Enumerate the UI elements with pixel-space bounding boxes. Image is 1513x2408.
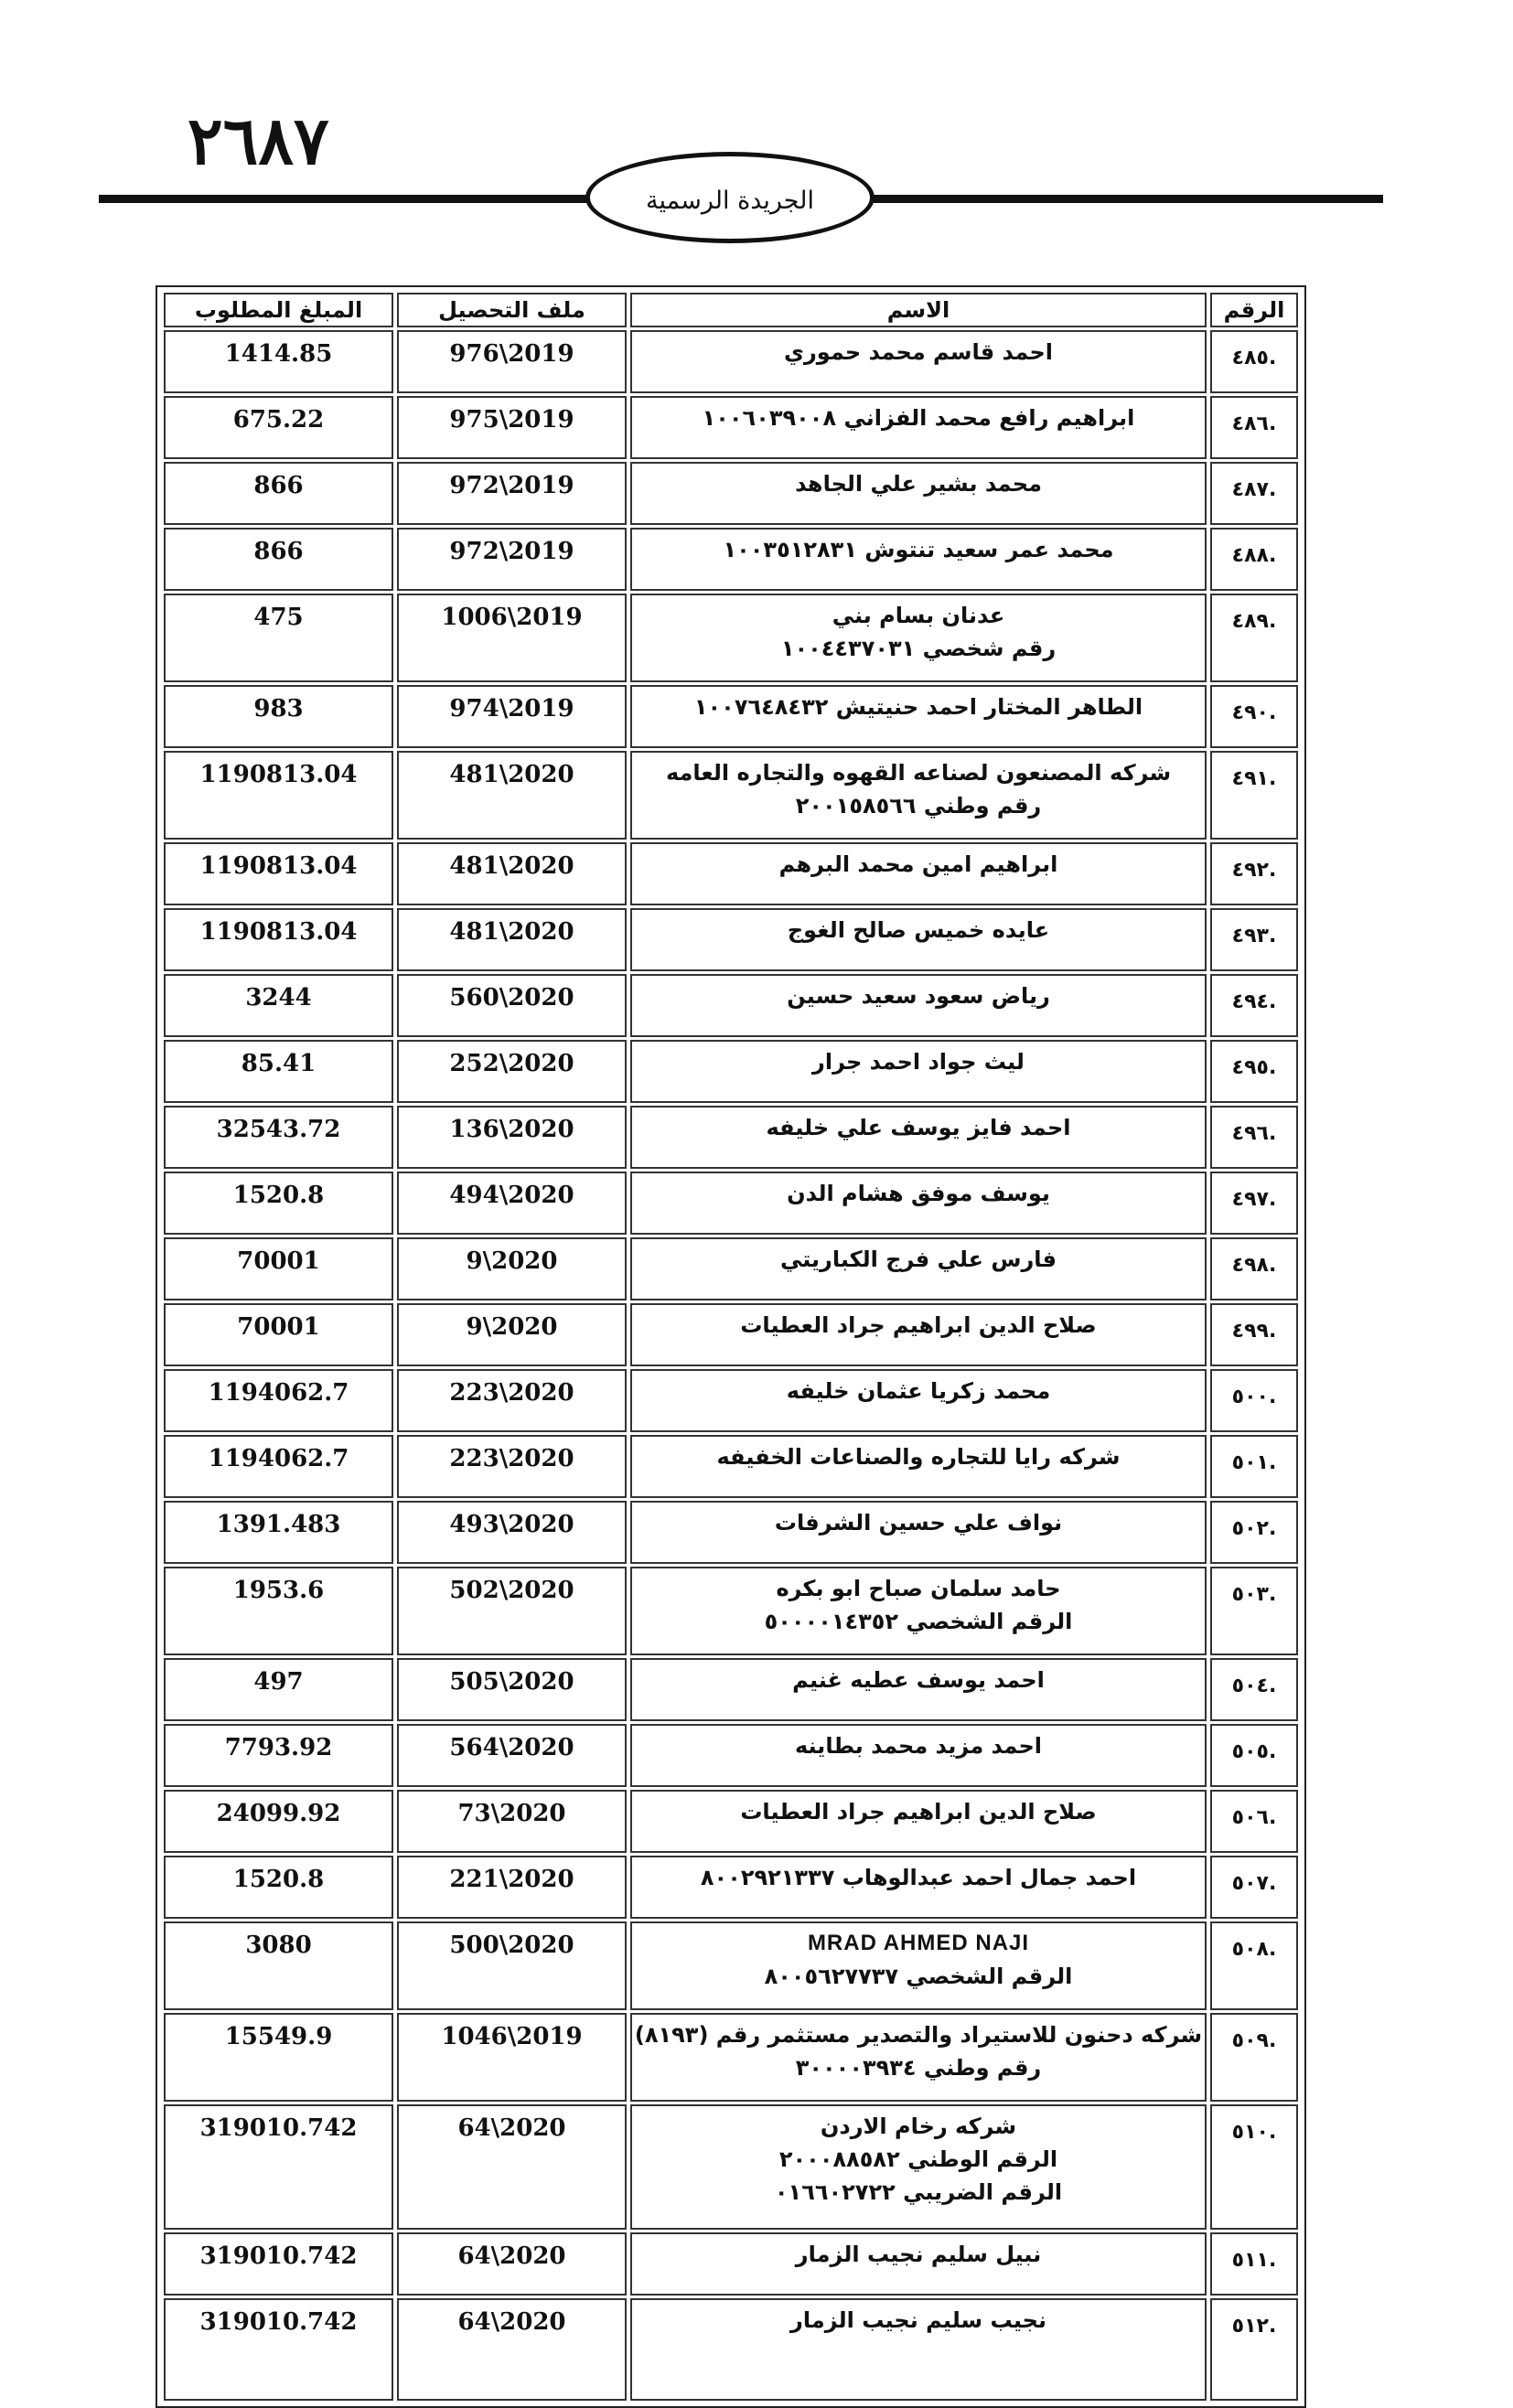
row-number: .٤٩٧ — [1210, 1172, 1298, 1235]
row-name-line: احمد قاسم محمد حموري — [783, 339, 1054, 365]
table-row — [164, 1724, 1298, 1787]
row-file: 223\2020 — [397, 1369, 627, 1432]
row-name — [630, 2104, 1207, 2230]
row-name — [630, 396, 1207, 459]
row-amount: 675.22 — [164, 396, 393, 459]
table-row — [164, 2104, 1298, 2230]
row-name-line: رقم وطني ٣٠٠٠٠٣٩٣٤ — [795, 2055, 1042, 2081]
row-file: 9\2020 — [397, 1237, 627, 1300]
row-number: .٥٠٥ — [1210, 1724, 1298, 1787]
row-number: .٤٩٨ — [1210, 1237, 1298, 1300]
header-oval — [585, 152, 875, 243]
table-row — [164, 2013, 1298, 2102]
row-name-line: احمد جمال احمد عبدالوهاب ٨٠٠٢٩٢١٣٣٧ — [700, 1865, 1137, 1890]
row-number: .٥١٢ — [1210, 2298, 1298, 2401]
row-amount: 319010.742 — [164, 2298, 393, 2401]
table-row — [164, 842, 1298, 905]
row-name-line: فارس علي فرج الكباريتي — [779, 1247, 1057, 1272]
table-row — [164, 2232, 1298, 2296]
header-amount: المبلغ المطلوب — [164, 293, 393, 327]
row-file: 481\2020 — [397, 842, 627, 905]
page-number: ٢٦٨٧ — [188, 102, 329, 179]
row-name-line: شركه المصنعون لصناعه القهوه والتجاره العامه — [665, 760, 1172, 786]
row-name-line: يوسف موفق هشام الدن — [787, 1181, 1050, 1206]
row-file: 972\2019 — [397, 462, 627, 525]
row-amount: 866 — [164, 528, 393, 591]
row-amount: 319010.742 — [164, 2104, 393, 2230]
row-number: .٤٩٩ — [1210, 1303, 1298, 1366]
row-name-line: ليث جواد احمد جرار — [812, 1049, 1025, 1075]
row-name — [630, 842, 1207, 905]
row-number: .٤٩٥ — [1210, 1040, 1298, 1103]
table-row — [164, 2298, 1298, 2401]
row-number: .٤٩٣ — [1210, 908, 1298, 971]
row-file: 502\2020 — [397, 1567, 627, 1655]
row-name-line: الطاهر المختار احمد حنيتيش ١٠٠٧٦٤٨٤٣٢ — [693, 694, 1143, 720]
row-amount: 3244 — [164, 974, 393, 1037]
row-name-line: محمد زكريا عثمان خليفه — [786, 1378, 1051, 1404]
row-amount: 70001 — [164, 1237, 393, 1300]
row-name — [630, 1106, 1207, 1169]
row-name-line: نبيل سليم نجيب الزمار — [795, 2242, 1042, 2267]
table-row — [164, 1921, 1298, 2010]
row-number: .٤٨٦ — [1210, 396, 1298, 459]
row-number: .٥٠١ — [1210, 1435, 1298, 1498]
row-number: .٥٠٢ — [1210, 1501, 1298, 1564]
row-number: .٤٨٧ — [1210, 462, 1298, 525]
row-amount: 1953.6 — [164, 1567, 393, 1655]
row-amount: 1190813.04 — [164, 751, 393, 840]
row-name — [630, 330, 1207, 393]
table-row — [164, 1172, 1298, 1235]
row-number: .٤٨٩ — [1210, 594, 1298, 682]
row-amount: 32543.72 — [164, 1106, 393, 1169]
table-body — [164, 330, 1298, 2401]
row-amount: 1194062.7 — [164, 1435, 393, 1498]
row-name — [630, 1501, 1207, 1564]
table-row — [164, 1237, 1298, 1300]
row-name — [630, 1856, 1207, 1919]
row-number: .٤٩٠ — [1210, 685, 1298, 748]
row-name-line: الرقم الضريبي ٠١٦٦٠٢٧٢٢ — [774, 2179, 1063, 2205]
row-name — [630, 528, 1207, 591]
row-name-line: الرقم الوطني ٢٠٠٠٨٨٥٨٢ — [778, 2146, 1058, 2172]
row-number: .٤٩١ — [1210, 751, 1298, 840]
row-name — [630, 751, 1207, 840]
row-file: 494\2020 — [397, 1172, 627, 1235]
row-name — [630, 1435, 1207, 1498]
row-number: .٤٨٥ — [1210, 330, 1298, 393]
row-name — [630, 2298, 1207, 2401]
table-header-row — [164, 293, 1298, 327]
row-name-line: حامد سلمان صباح ابو بكره — [776, 1576, 1061, 1601]
row-number: .٥٠٩ — [1210, 2013, 1298, 2102]
row-file: 64\2020 — [397, 2232, 627, 2296]
row-file: 493\2020 — [397, 1501, 627, 1564]
row-file: 136\2020 — [397, 1106, 627, 1169]
row-amount: 1190813.04 — [164, 908, 393, 971]
row-name-line: الرقم الشخصي ٥٠٠٠٠١٤٣٥٢ — [764, 1609, 1073, 1634]
table-row — [164, 396, 1298, 459]
row-name — [630, 1172, 1207, 1235]
row-file: 252\2020 — [397, 1040, 627, 1103]
table-row — [164, 974, 1298, 1037]
row-name-line: صلاح الدين ابراهيم جراد العطيات — [740, 1312, 1097, 1338]
table-row — [164, 1369, 1298, 1432]
row-file: 64\2020 — [397, 2298, 627, 2401]
row-name-line: رقم وطني ٢٠٠١٥٨٥٦٦ — [795, 793, 1042, 819]
table-row — [164, 685, 1298, 748]
row-amount: 475 — [164, 594, 393, 682]
row-name-line: شركه رايا للتجاره والصناعات الخفيفه — [716, 1444, 1121, 1470]
table-row — [164, 1501, 1298, 1564]
gazette-title: الجريدة الرسمية — [646, 186, 814, 215]
row-number: .٥٠٤ — [1210, 1658, 1298, 1721]
records-table — [160, 290, 1302, 2403]
row-name — [630, 1237, 1207, 1300]
row-file: 976\2019 — [397, 330, 627, 393]
row-name-line: احمد فايز يوسف علي خليفه — [766, 1115, 1071, 1140]
row-file: 481\2020 — [397, 908, 627, 971]
table-row — [164, 528, 1298, 591]
row-file: 1046\2019 — [397, 2013, 627, 2102]
row-amount: 3080 — [164, 1921, 393, 2010]
table-row — [164, 1435, 1298, 1498]
row-number: .٥٠٦ — [1210, 1790, 1298, 1853]
table-row — [164, 462, 1298, 525]
table-row — [164, 1790, 1298, 1853]
row-amount: 7793.92 — [164, 1724, 393, 1787]
row-number: .٥٠٨ — [1210, 1921, 1298, 2010]
row-name-line: MRAD AHMED NAJI — [807, 1931, 1030, 1955]
row-name — [630, 908, 1207, 971]
table-row — [164, 751, 1298, 840]
row-number: .٥١٠ — [1210, 2104, 1298, 2230]
row-name-line: رياض سعود سعيد حسين — [787, 983, 1050, 1009]
table-row — [164, 594, 1298, 682]
table-row — [164, 330, 1298, 393]
header-number: الرقم — [1210, 293, 1298, 327]
row-name-line: الرقم الشخصي ٨٠٠٥٦٢٧٧٣٧ — [764, 1964, 1073, 1989]
row-number: .٤٩٦ — [1210, 1106, 1298, 1169]
row-file: 1006\2019 — [397, 594, 627, 682]
row-file: 64\2020 — [397, 2104, 627, 2230]
row-file: 73\2020 — [397, 1790, 627, 1853]
row-name — [630, 1040, 1207, 1103]
row-name-line: ابراهيم رافع محمد الفزاني ١٠٠٦٠٣٩٠٠٨ — [702, 405, 1135, 431]
row-name — [630, 2232, 1207, 2296]
row-name — [630, 2013, 1207, 2102]
row-file: 481\2020 — [397, 751, 627, 840]
row-amount: 983 — [164, 685, 393, 748]
row-file: 564\2020 — [397, 1724, 627, 1787]
row-amount: 1520.8 — [164, 1856, 393, 1919]
row-name-line: محمد عمر سعيد تنتوش ١٠٠٣٥١٢٨٣١ — [723, 537, 1114, 562]
table-row — [164, 1856, 1298, 1919]
row-number: .٤٨٨ — [1210, 528, 1298, 591]
row-name-line: صلاح الدين ابراهيم جراد العطيات — [740, 1799, 1097, 1825]
row-file: 9\2020 — [397, 1303, 627, 1366]
row-name — [630, 1369, 1207, 1432]
row-name-line: احمد يوسف عطيه غنيم — [792, 1667, 1045, 1693]
row-name — [630, 1567, 1207, 1655]
row-amount: 1190813.04 — [164, 842, 393, 905]
table-row — [164, 1106, 1298, 1169]
row-name — [630, 685, 1207, 748]
table-row — [164, 1303, 1298, 1366]
row-amount: 70001 — [164, 1303, 393, 1366]
row-file: 560\2020 — [397, 974, 627, 1037]
row-name — [630, 1724, 1207, 1787]
row-name — [630, 1790, 1207, 1853]
row-amount: 1520.8 — [164, 1172, 393, 1235]
row-file: 223\2020 — [397, 1435, 627, 1498]
row-name — [630, 1921, 1207, 2010]
row-name-line: نواف علي حسين الشرفات — [774, 1510, 1063, 1536]
row-amount: 319010.742 — [164, 2232, 393, 2296]
row-file: 500\2020 — [397, 1921, 627, 2010]
row-number: .٥٠٠ — [1210, 1369, 1298, 1432]
row-name — [630, 974, 1207, 1037]
row-name-line: نجيب سليم نجيب الزمار — [790, 2307, 1046, 2333]
row-amount: 866 — [164, 462, 393, 525]
row-amount: 15549.9 — [164, 2013, 393, 2102]
row-number: .٥١١ — [1210, 2232, 1298, 2296]
row-number: .٤٩٤ — [1210, 974, 1298, 1037]
row-amount: 497 — [164, 1658, 393, 1721]
row-name-line: شركه دحنون للاستيراد والتصدير مستثمر رقم (٨١٩٣) — [634, 2022, 1203, 2048]
row-file: 972\2019 — [397, 528, 627, 591]
table-row — [164, 1567, 1298, 1655]
row-amount: 24099.92 — [164, 1790, 393, 1853]
row-amount: 85.41 — [164, 1040, 393, 1103]
row-number: .٥٠٣ — [1210, 1567, 1298, 1655]
table-row — [164, 1040, 1298, 1103]
row-name-line: احمد مزيد محمد بطاينه — [794, 1733, 1043, 1759]
row-number: .٤٩٢ — [1210, 842, 1298, 905]
row-name-line: ابراهيم امين محمد البرهم — [778, 851, 1058, 877]
row-number: .٥٠٧ — [1210, 1856, 1298, 1919]
row-name-line: عدنان بسام بني — [832, 603, 1005, 628]
row-name — [630, 1303, 1207, 1366]
records-table-frame — [156, 285, 1306, 2408]
row-amount: 1194062.7 — [164, 1369, 393, 1432]
header-file: ملف التحصيل — [397, 293, 627, 327]
row-name-line: محمد بشير علي الجاهد — [795, 471, 1042, 497]
row-name-line: رقم شخصي ١٠٠٤٤٣٧٠٣١ — [780, 636, 1057, 661]
row-name-line: عايده خميس صالح الغوج — [787, 917, 1050, 943]
row-file: 975\2019 — [397, 396, 627, 459]
row-name — [630, 462, 1207, 525]
header-name: الاسم — [630, 293, 1207, 327]
row-name — [630, 594, 1207, 682]
row-file: 505\2020 — [397, 1658, 627, 1721]
row-name-line: شركه رخام الاردن — [820, 2114, 1017, 2139]
table-row — [164, 1658, 1298, 1721]
row-amount: 1414.85 — [164, 330, 393, 393]
row-name — [630, 1658, 1207, 1721]
row-file: 974\2019 — [397, 685, 627, 748]
table-row — [164, 908, 1298, 971]
row-file: 221\2020 — [397, 1856, 627, 1919]
row-amount: 1391.483 — [164, 1501, 393, 1564]
